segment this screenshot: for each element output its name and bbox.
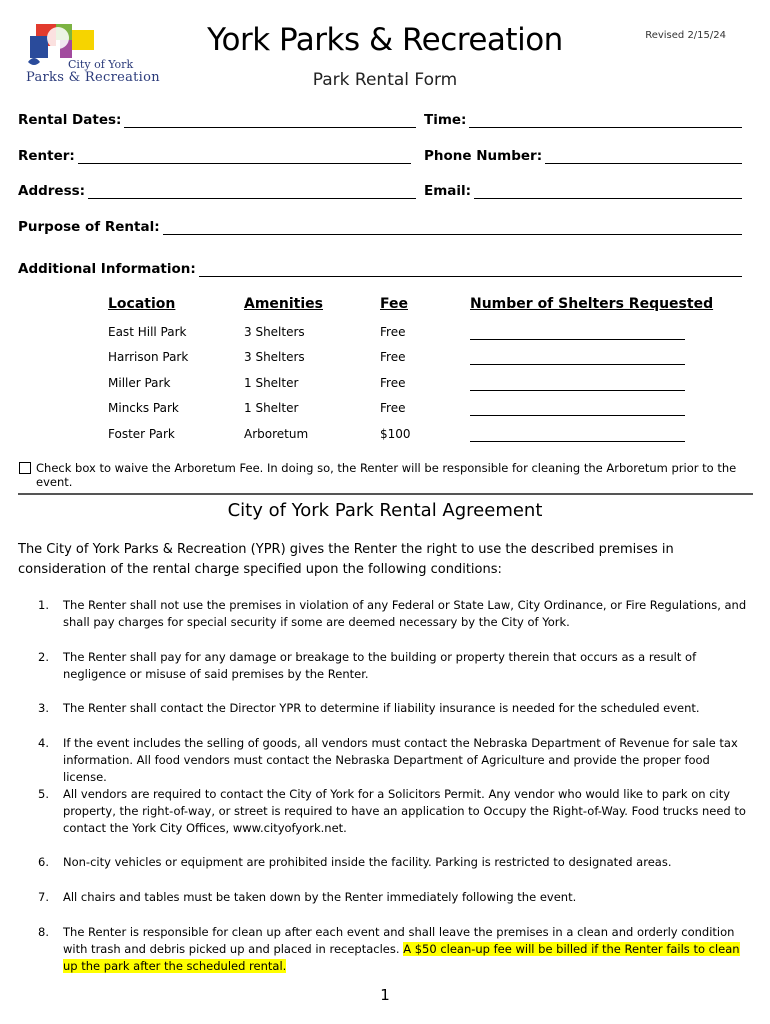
condition-item <box>38 735 750 786</box>
condition-text: The Renter shall pay for any damage or breakage to the building or property therein that occurs as a result of negligence or misuse of said premises by the Renter. <box>63 650 697 681</box>
phone-line[interactable] <box>545 151 742 164</box>
condition-item <box>38 649 750 683</box>
table-cell-fee: Free <box>380 325 406 339</box>
condition-number: 6. <box>38 855 49 869</box>
address-field[interactable] <box>18 183 416 199</box>
rental-dates-line[interactable] <box>124 115 416 128</box>
rental-dates-field[interactable] <box>18 112 416 128</box>
phone-label: Phone Number: <box>424 148 543 164</box>
table-cell-amenities: 3 Shelters <box>244 350 305 364</box>
additional-info-field[interactable] <box>18 261 742 277</box>
table-cell-location: East Hill Park <box>108 325 187 339</box>
renter-label: Renter: <box>18 148 75 164</box>
agreement-intro: The City of York Parks & Recreation (YPR) gives the Renter the right to use the described premises in consideration of the rental charge specified upon the following conditions: <box>18 542 674 577</box>
logo-text-parks: Parks & Recreation <box>26 70 160 85</box>
condition-text: The Renter shall contact the Director YPR to determine if liability insurance is needed for the scheduled event. <box>63 701 700 715</box>
revision-date: Revised 2/15/24 <box>645 30 726 41</box>
condition-number: 8. <box>38 925 49 939</box>
table-cell-location: Foster Park <box>108 427 175 441</box>
table-cell-amenities: 1 Shelter <box>244 376 299 390</box>
time-field[interactable] <box>424 112 742 128</box>
col-header-shelters: Number of Shelters Requested <box>470 296 714 312</box>
table-cell-fee: Free <box>380 401 406 415</box>
page-title: York Parks & Recreation <box>207 22 563 58</box>
condition-item <box>38 924 750 975</box>
table-cell-fee: Free <box>380 376 406 390</box>
logo-text-city: City of York <box>68 58 134 71</box>
purpose-field[interactable] <box>18 219 742 235</box>
table-cell-fee: Free <box>380 350 406 364</box>
condition-item <box>38 700 750 717</box>
condition-text-plain: The Renter is responsible for clean up after each event and shall leave the premises in a clean and orderly condition with trash and debris picked up and placed in receptacles. <box>63 925 735 956</box>
additional-info-line[interactable] <box>199 264 742 277</box>
table-cell-location: Miller Park <box>108 376 171 390</box>
col-header-fee: Fee <box>380 296 408 312</box>
shelters-requested-input[interactable] <box>470 329 685 340</box>
time-label: Time: <box>424 112 467 128</box>
table-cell-amenities: 3 Shelters <box>244 325 305 339</box>
condition-item <box>38 889 750 906</box>
condition-number: 1. <box>38 598 49 612</box>
renter-line[interactable] <box>78 151 411 164</box>
condition-number: 3. <box>38 701 49 715</box>
arboretum-waiver-checkbox[interactable] <box>19 462 31 474</box>
shelters-requested-input[interactable] <box>470 405 685 416</box>
page-number: 1 <box>380 986 390 1004</box>
table-cell-amenities: 1 Shelter <box>244 401 299 415</box>
address-line[interactable] <box>88 186 416 199</box>
purpose-label: Purpose of Rental: <box>18 219 160 235</box>
condition-item <box>38 597 750 631</box>
address-label: Address: <box>18 183 86 199</box>
condition-item <box>38 786 750 837</box>
table-cell-amenities: Arboretum <box>244 427 309 441</box>
condition-text: All vendors are required to contact the City of York for a Solicitors Permit. Any vendor who would like to park on city property, the right-of-way, or street is required to have an application to Occupy the Right-of-Way. Food trucks need to contact the York City Offices, www.cityofyork.net. <box>63 787 746 835</box>
condition-number: 7. <box>38 890 49 904</box>
col-header-location: Location <box>108 296 176 312</box>
condition-number: 4. <box>38 736 49 750</box>
table-cell-fee: $100 <box>380 427 411 441</box>
time-line[interactable] <box>469 115 742 128</box>
condition-text: Non-city vehicles or equipment are prohibited inside the facility. Parking is restricted to designated areas. <box>63 855 672 869</box>
shelters-requested-input[interactable] <box>470 354 685 365</box>
phone-field[interactable] <box>424 148 742 164</box>
arboretum-waiver-text: Check box to waive the Arboretum Fee. In doing so, the Renter will be responsible for cleaning the Arboretum prior to the event. <box>36 461 737 489</box>
col-header-amenities: Amenities <box>244 296 324 312</box>
condition-text: All chairs and tables must be taken down by the Renter immediately following the event. <box>63 890 577 904</box>
page-subtitle: Park Rental Form <box>312 70 458 90</box>
table-cell-location: Harrison Park <box>108 350 189 364</box>
table-cell-location: Mincks Park <box>108 401 179 415</box>
email-line[interactable] <box>474 186 742 199</box>
condition-number: 2. <box>38 650 49 664</box>
shelters-requested-input[interactable] <box>470 380 685 391</box>
renter-field[interactable] <box>18 148 411 164</box>
shelters-requested-input[interactable] <box>470 431 685 442</box>
additional-info-label: Additional Information: <box>18 261 196 277</box>
condition-item <box>38 854 750 871</box>
agreement-title: City of York Park Rental Agreement <box>227 500 543 521</box>
condition-text: If the event includes the selling of goods, all vendors must contact the Nebraska Department of Revenue for sale tax information. All food vendors must contact the Nebraska Department of Agriculture and provide the proper food license. <box>63 736 738 784</box>
purpose-line[interactable] <box>163 222 742 235</box>
condition-number: 5. <box>38 787 49 801</box>
email-label: Email: <box>424 183 472 199</box>
email-field[interactable] <box>424 183 742 199</box>
condition-text <box>63 924 750 975</box>
condition-text: The Renter shall not use the premises in violation of any Federal or State Law, City Ordinance, or Fire Regulations, and shall pay charges for special security if some are deemed necessary by the City of York. <box>63 598 747 629</box>
section-divider <box>18 493 753 495</box>
rental-dates-label: Rental Dates: <box>18 112 122 128</box>
cleanup-fee-highlight: A $50 clean-up fee will be billed if the Renter fails to clean up the park after the scheduled rental. <box>63 942 740 973</box>
